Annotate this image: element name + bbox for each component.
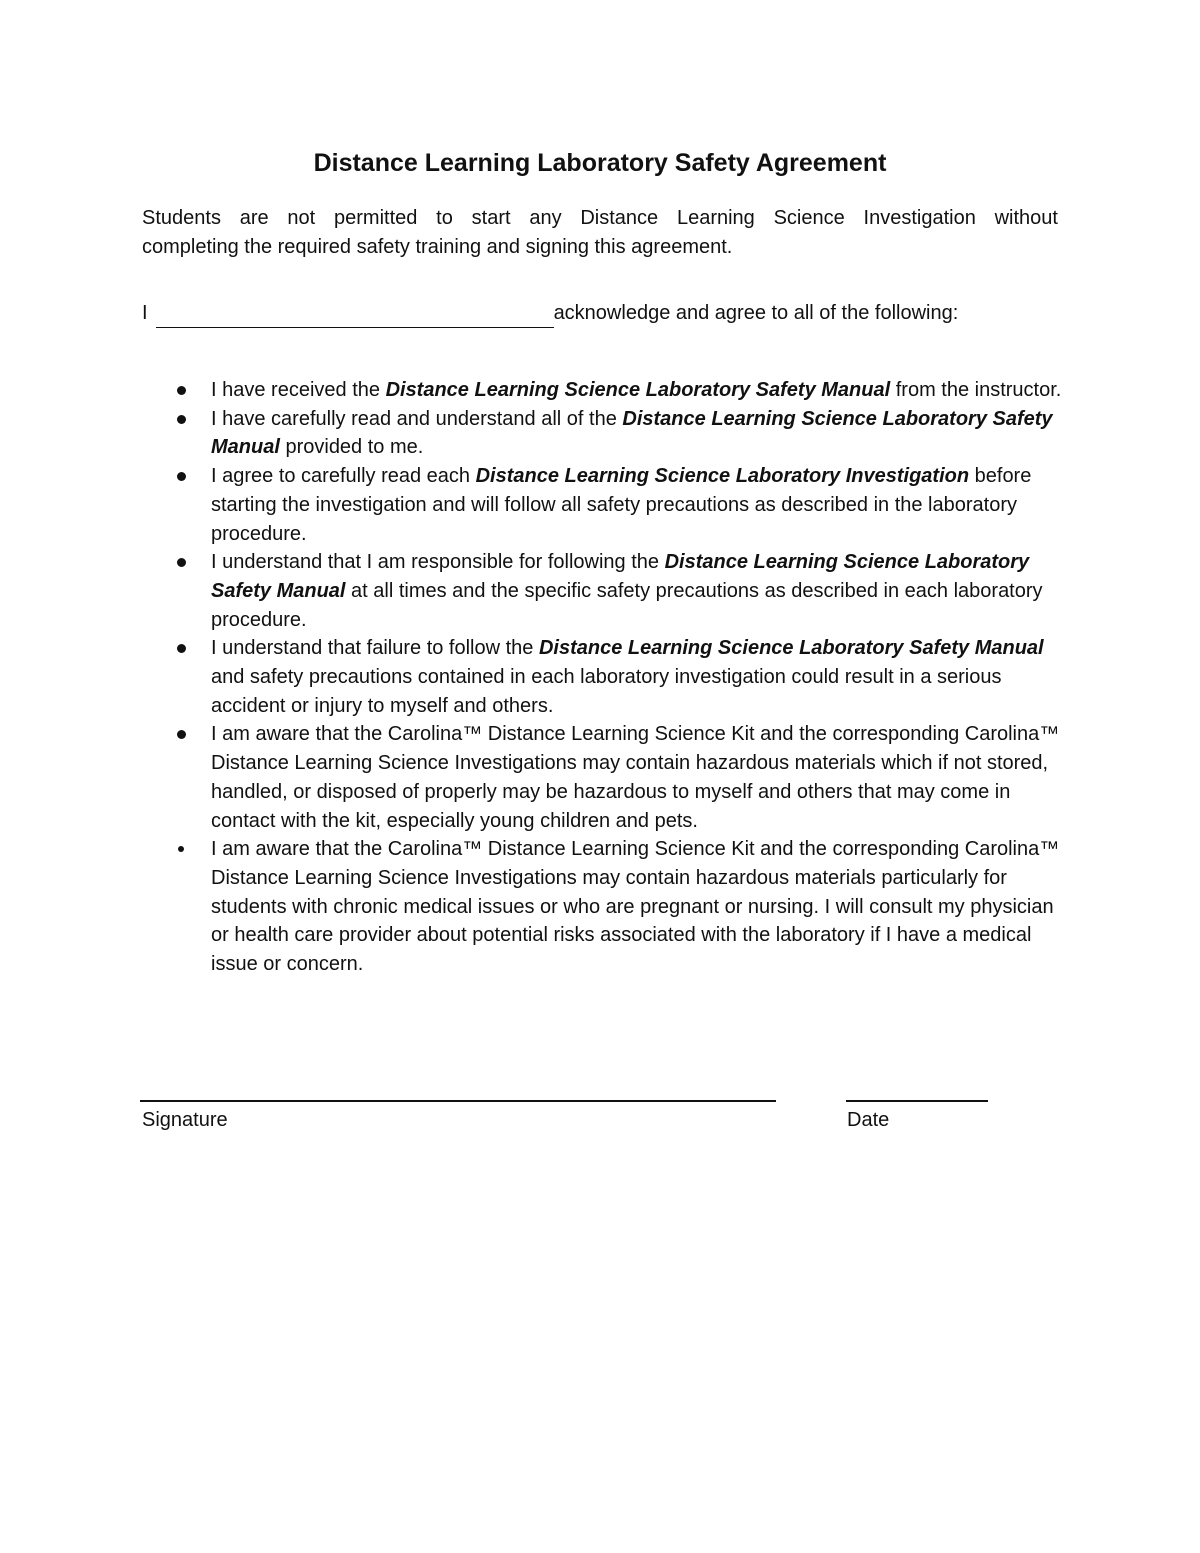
date-line[interactable] xyxy=(846,1100,988,1102)
intro-line-1: Students are not permitted to start any Distance Learning Science Investigation without xyxy=(142,207,1058,229)
item-text-after: before starting the investigation and will follow all safety precautions as described in the laboratory procedure. xyxy=(211,465,1032,545)
bullet-icon xyxy=(177,386,186,395)
list-item xyxy=(142,405,1062,462)
item-text-after: from the instructor. xyxy=(890,379,1062,401)
item-text: I am aware that the Carolina™ Distance Learning Science Kit and the corresponding Carolina™ Distance Learning Science Investigations may contain hazardous materials particularly for students with chronic medical issues or who are pregnant or nursing. I will consult my physician or health care provider about potential risks associated with the laboratory if I have a medical issue or concern. xyxy=(211,838,1060,976)
item-text-emphasis: Distance Learning Science Laboratory Safety Manual xyxy=(538,637,1044,660)
list-item xyxy=(142,720,1062,835)
bullet-icon xyxy=(178,846,184,852)
list-item xyxy=(142,462,1062,548)
bullet-icon xyxy=(177,558,186,567)
agreement-list xyxy=(142,376,1062,979)
bullet-icon xyxy=(177,644,186,653)
bullet-icon xyxy=(177,730,186,739)
list-item xyxy=(142,835,1062,979)
item-text-before: I have carefully read and understand all of the xyxy=(211,407,623,430)
item-text-emphasis: Distance Learning Science Laboratory Safety Manual xyxy=(385,379,891,401)
acknowledgement-line xyxy=(142,299,1058,328)
list-item xyxy=(142,634,1062,720)
intro-line-2: completing the required safety training and signing this agreement. xyxy=(142,236,733,258)
bullet-icon xyxy=(177,472,186,481)
item-text-before: I understand that failure to follow the xyxy=(211,637,539,660)
item-text-before: I have received the xyxy=(211,379,386,401)
item-text: I am aware that the Carolina™ Distance Learning Science Kit and the corresponding Carolina™ Distance Learning Science Investigations may contain hazardous materials which if not stored, handled, or disposed of properly may be hazardous to myself and others that may come in contact with the kit, especially young children and pets. xyxy=(211,723,1060,832)
item-text-emphasis: Distance Learning Science Laboratory Safety Manual xyxy=(211,407,1053,459)
date-label: Date xyxy=(847,1109,890,1131)
item-text-after: at all times and the specific safety precautions as described in each laboratory procedure. xyxy=(211,579,1043,631)
item-text-before: I understand that I am responsible for following the xyxy=(211,551,665,574)
signature-label: Signature xyxy=(142,1109,228,1131)
intro-paragraph xyxy=(142,204,1058,262)
ack-prefix: I xyxy=(142,302,148,324)
item-text-after: provided to me. xyxy=(279,436,424,459)
bullet-icon xyxy=(177,415,186,424)
item-text-before: I agree to carefully read each xyxy=(211,465,476,488)
item-text-after: and safety precautions contained in each laboratory investigation could result in a serious accident or injury to myself and others. xyxy=(211,666,1002,717)
ack-suffix: acknowledge and agree to all of the following: xyxy=(553,302,959,324)
name-blank-field[interactable] xyxy=(156,305,554,328)
list-item xyxy=(142,548,1062,634)
list-item xyxy=(142,376,1062,405)
item-text-emphasis: Distance Learning Science Laboratory Safety Manual xyxy=(211,551,1030,602)
item-text-emphasis: Distance Learning Science Laboratory Investigation xyxy=(475,465,970,488)
signature-line[interactable] xyxy=(140,1100,776,1102)
page-title: Distance Learning Laboratory Safety Agreement xyxy=(313,149,887,177)
